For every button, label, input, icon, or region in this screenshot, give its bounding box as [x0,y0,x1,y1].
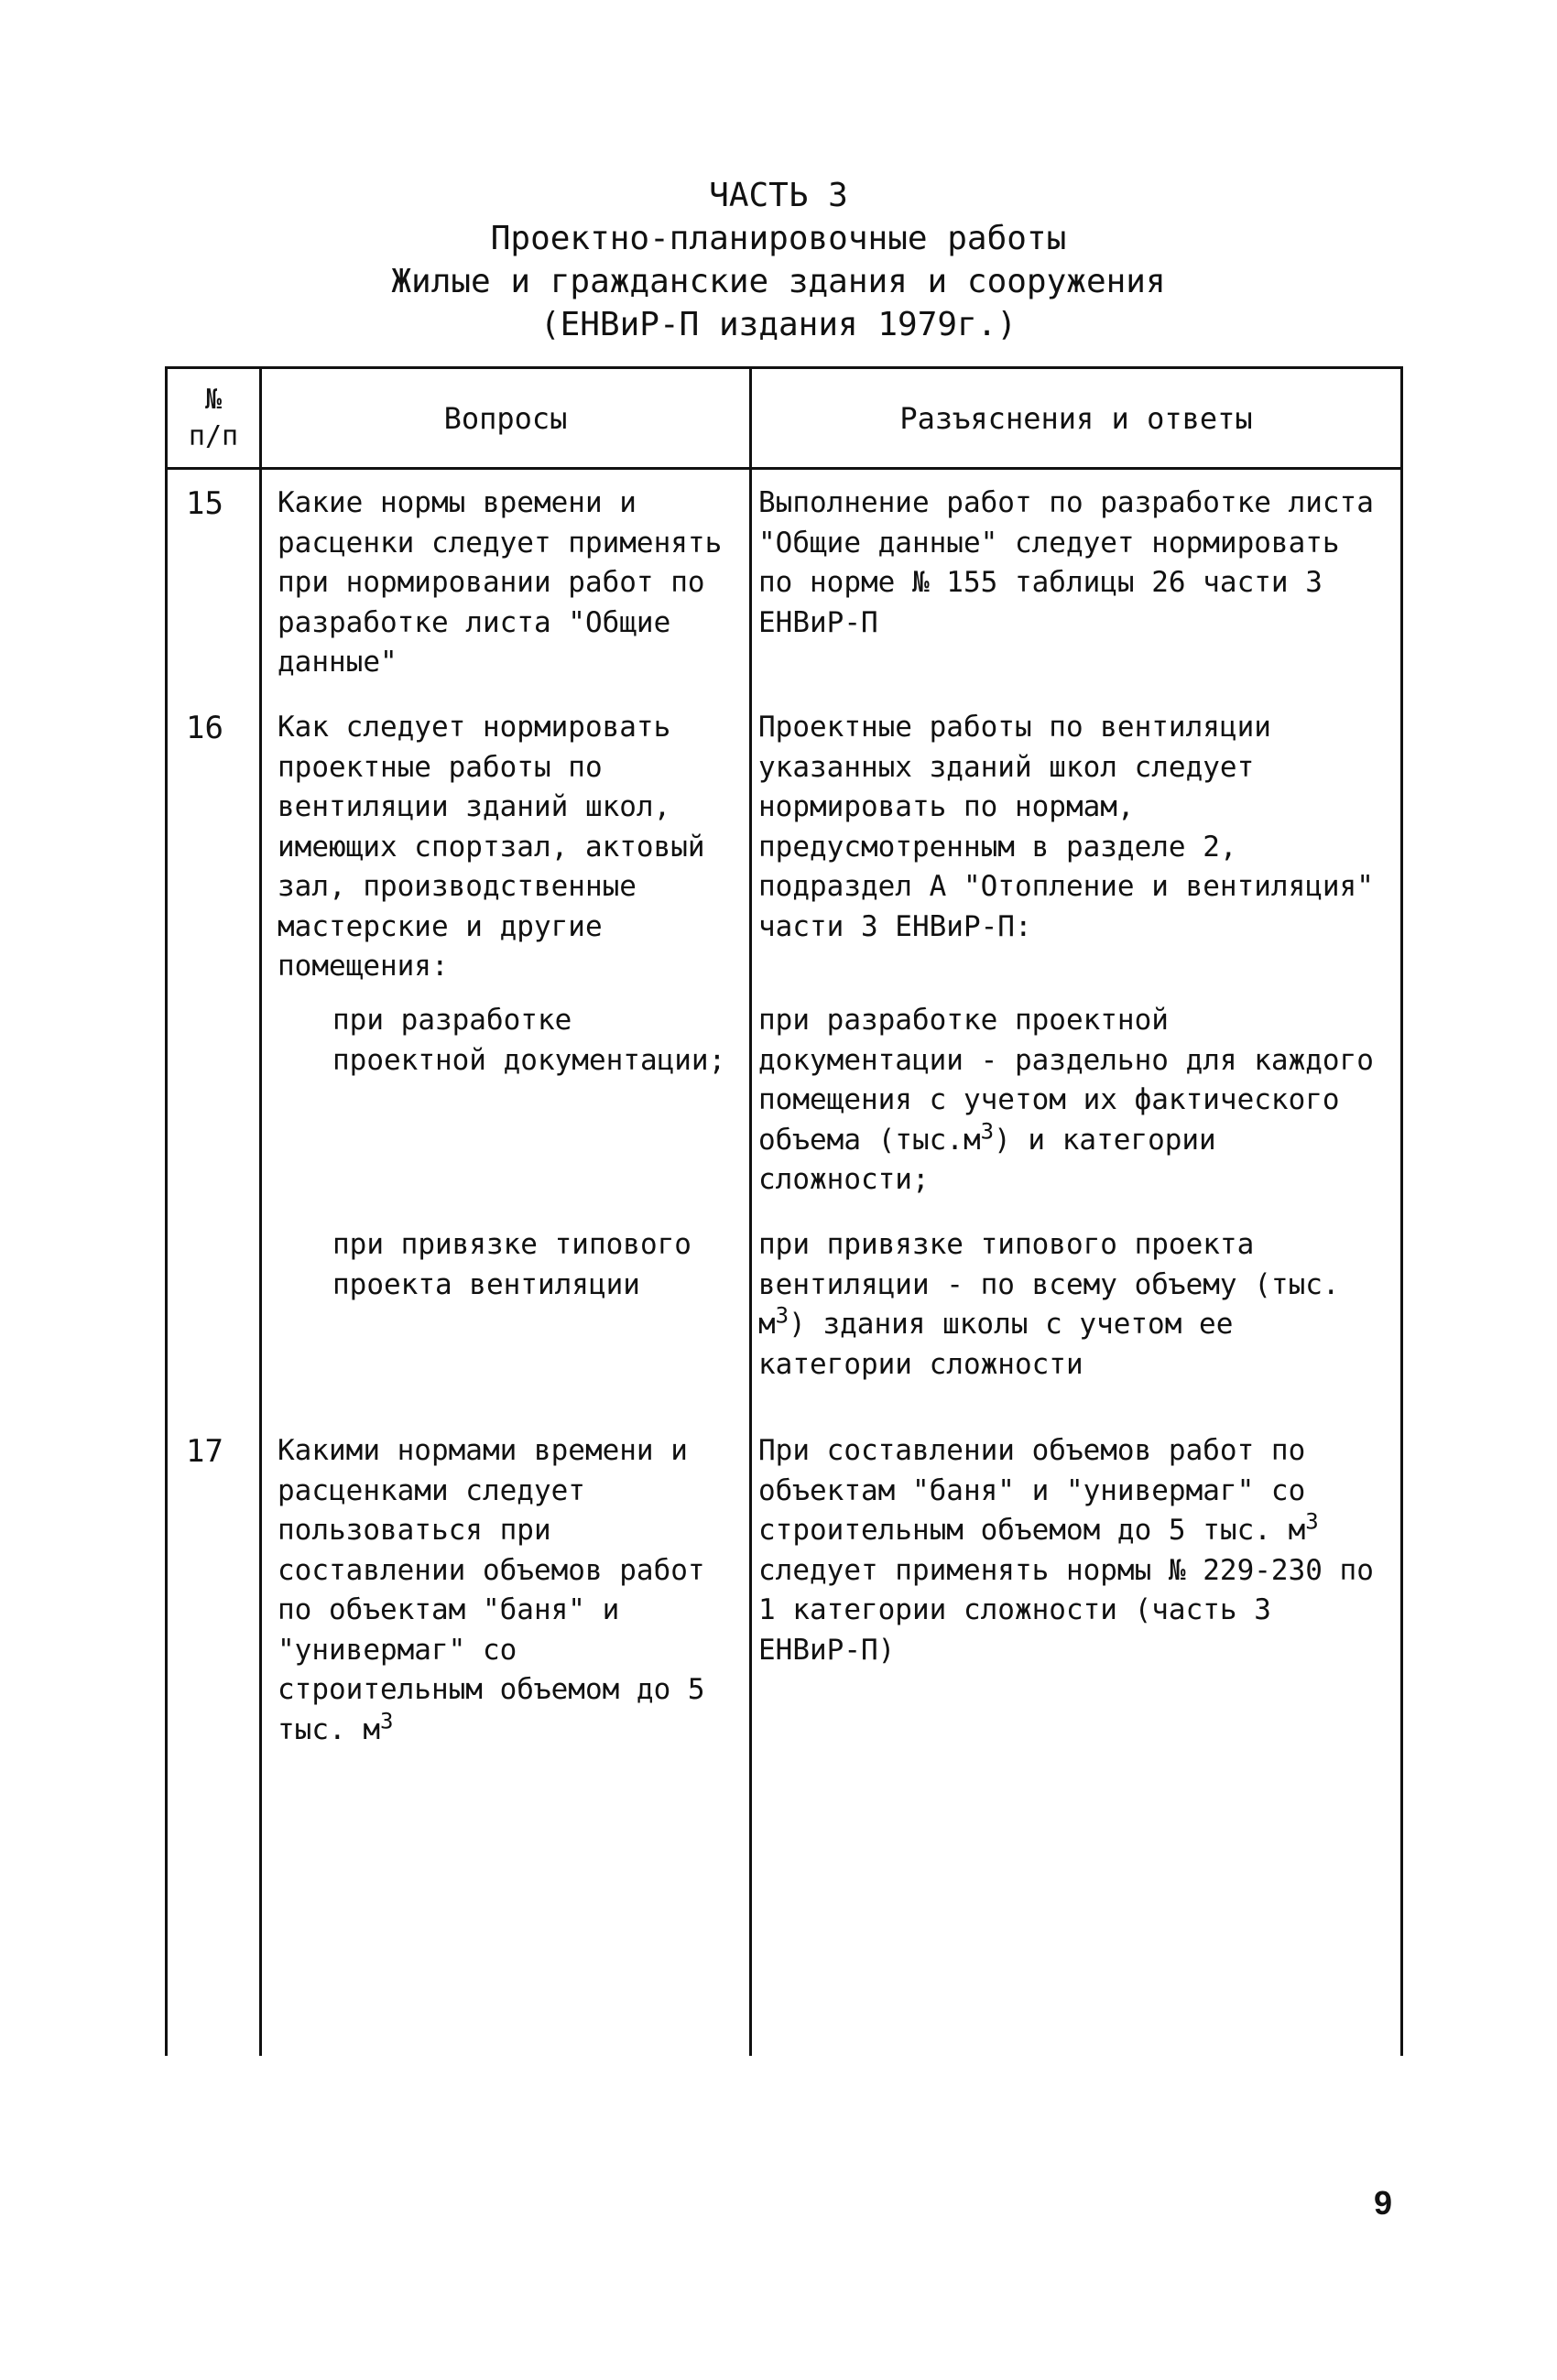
edition-note: (ЕНВиР-П издания 1979г.) [539,306,1018,343]
row-number: 16 [186,710,223,746]
answer-text: Проектные работы по вентиляции указанных зданий школ следует нормировать по нормам, предусмотренным в разделе 2, подраздел А "Отопление и вентиляция" части 3 ЕНВиР-П: [758,711,1374,943]
row-number: 15 [186,485,223,522]
subquestion-text: при привязке типового проекта вентиляции [332,1228,691,1301]
question-text: Какими нормами времени и расценками следует пользоваться при составлении объемов работ по объектам "баня" и "универмаг" со строительным объемом до 5 тыс. $м^3$ [278,1434,705,1746]
answer-text: При составлении объемов работ по объектам "баня" и "универмаг" со строительным объемом до 5 тыс. $м^3$ следует применять нормы № 229-230 по 1 категории сложности (часть 3 ЕНВиР-П) [758,1434,1374,1667]
table-header-row [168,369,1400,470]
question-text: Как следует нормировать проектные работы по вентиляции зданий школ, имеющих спортзал, актовый зал, производственные мастерские и другие помещения: [278,711,705,983]
question-text: Какие нормы времени и расценки следует применять при нормировании работ по разработке листа "Общие данные" [278,486,723,679]
document-header [0,174,1557,346]
qa-table [165,366,1403,2056]
column-divider [749,369,752,2056]
row-number: 17 [186,1433,223,1470]
answer-text: Выполнение работ по разработке листа "Общие данные" следует нормировать по норме № 155 таблицы 26 части 3 ЕНВиР-П [758,486,1374,639]
subsection-title: Жилые и гражданские здания и сооружения [391,263,1166,300]
subanswer-text: при разработке проектной документации - раздельно для каждого помещения с учетом их фактического объема $(тыс.м^3)$ и категории сложности; [758,1004,1374,1196]
column-divider [259,369,262,2056]
subanswer-text: при привязке типового проекта вентиляции - по всему объему (тыс. $м^3$) здания школы с учетом ее категории сложности [758,1228,1340,1381]
header-number: № п/п [188,383,239,452]
header-answers: Разъяснения и ответы [899,400,1253,436]
section-title: Проектно-планировочные работы [490,220,1067,257]
subquestion-text: при разработке проектной документации; [332,1004,726,1077]
page-number: 9 [1373,2184,1392,2222]
part-title: ЧАСТЬ 3 [709,177,848,214]
header-questions: Вопросы [443,400,568,436]
